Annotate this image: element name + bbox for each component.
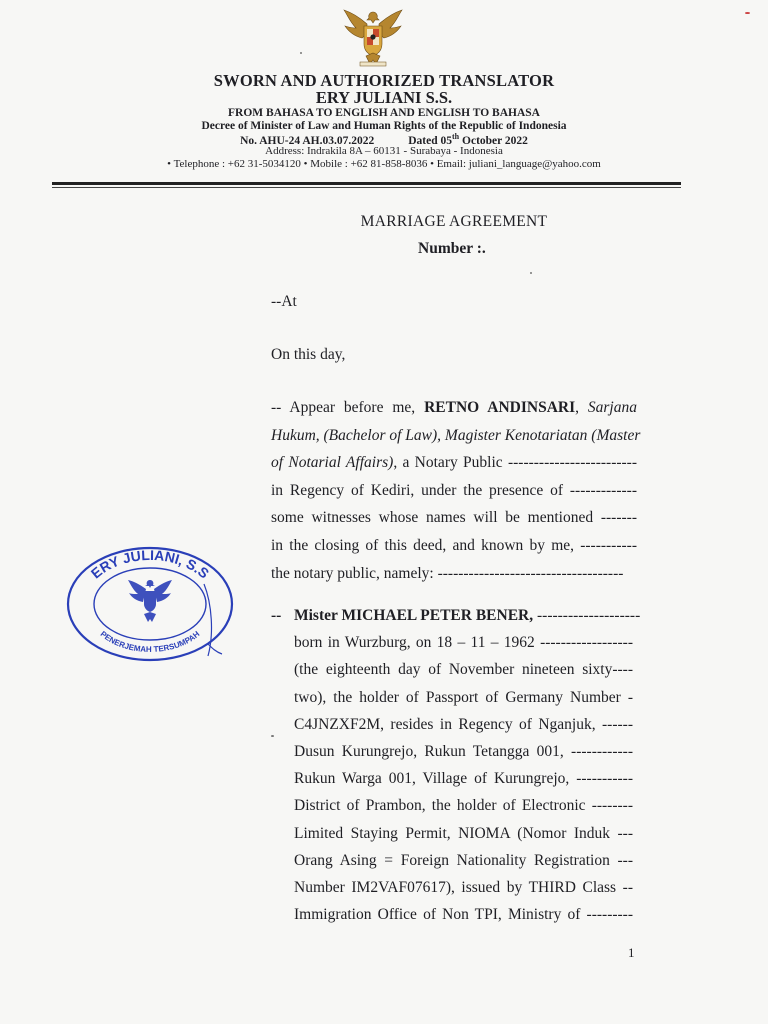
place-line: --At (271, 293, 297, 310)
text-line: Hukum, (Bachelor of Law), Magister Kenotariatan (Master (271, 426, 641, 444)
letterhead-address: Address: Indrakila 8A – 60131 - Surabaya - Indonesia (265, 145, 503, 157)
text-line: Dusun Kurungrejo, Rukun Tetangga 001, ------------ (294, 742, 633, 760)
translator-name: ERY JULIANI S.S. (315, 88, 453, 107)
text-line: (the eighteenth day of November nineteen sixty---- (294, 661, 633, 679)
letterhead-divider (52, 182, 681, 185)
text-line: the notary public, namely: ------------------------------------ (271, 564, 624, 582)
document-title: MARRIAGE AGREEMENT (360, 213, 548, 230)
scan-speck (271, 735, 274, 737)
letterhead-languages: FROM BAHASA TO ENGLISH AND ENGLISH TO BAHASA (228, 107, 540, 119)
text-line: of Notarial Affairs), a Notary Public ------------------------- (271, 454, 638, 472)
text-line: Number IM2VAF07617), issued by THIRD Class -- (294, 878, 633, 896)
scan-speck (530, 272, 532, 274)
letterhead-contacts: • Telephone : +62 31-5034120 • Mobile : +62 81-858-8036 • Email: juliani_language@yahoo.com (167, 158, 601, 170)
text-line: Rukun Warga 001, Village of Kurungrejo, ----------- (294, 770, 633, 788)
svg-text:PENERJEMAH TERSUMPAH: PENERJEMAH TERSUMPAH (98, 629, 202, 655)
garuda-emblem-icon (340, 6, 406, 68)
appearance-paragraph (271, 394, 641, 587)
translator-stamp-icon (62, 544, 238, 664)
text-line: some witnesses whose names will be mentioned ------- (271, 509, 637, 527)
party-paragraph (294, 602, 641, 928)
text-line: Orang Asing = Foreign Nationality Registration --- (294, 851, 633, 869)
text-line: Mister MICHAEL PETER BENER, -------------------- (294, 607, 641, 624)
scan-speck (300, 52, 302, 54)
text-line: Limited Staying Permit, NIOMA (Nomor Induk --- (294, 824, 633, 842)
text-line: in Regency of Kediri, under the presence of ------------- (271, 481, 637, 499)
text-line: two), the holder of Passport of Germany Number - (294, 688, 633, 706)
svg-text:ERY JULIANI, S.S: ERY JULIANI, S.S (87, 546, 213, 582)
scan-speck (745, 12, 750, 14)
document-number: Number :. (418, 240, 486, 257)
text-line: -- Appear before me, RETNO ANDINSARI, Sarjana (271, 399, 637, 416)
text-line: District of Prambon, the holder of Electronic -------- (294, 797, 633, 815)
letterhead-decree: Decree of Minister of Law and Human Rights of the Republic of Indonesia (201, 120, 567, 132)
text-line: C4JNZXF2M, resides in Regency of Nganjuk, ------ (294, 715, 633, 733)
letterhead-title: SWORN AND AUTHORIZED TRANSLATOR (213, 71, 555, 90)
text-line: born in Wurzburg, on 18 – 11 – 1962 ------------------ (294, 634, 633, 652)
decree-number: No. AHU-24 AH.03.07.2022 (240, 134, 375, 147)
date-line: On this day, (271, 346, 346, 363)
party-name: Mister MICHAEL PETER BENER, (294, 607, 534, 624)
decree-date: Dated 05th October 2022 (408, 132, 528, 147)
page-number: 1 (628, 945, 635, 960)
text-line: in the closing of this deed, and known by me, ----------- (271, 536, 637, 554)
text-line: Immigration Office of Non TPI, Ministry of --------- (294, 906, 633, 924)
notary-name: RETNO ANDINSARI (424, 399, 576, 416)
letterhead-divider-thin (52, 187, 681, 188)
party-dash: -- (271, 607, 282, 624)
